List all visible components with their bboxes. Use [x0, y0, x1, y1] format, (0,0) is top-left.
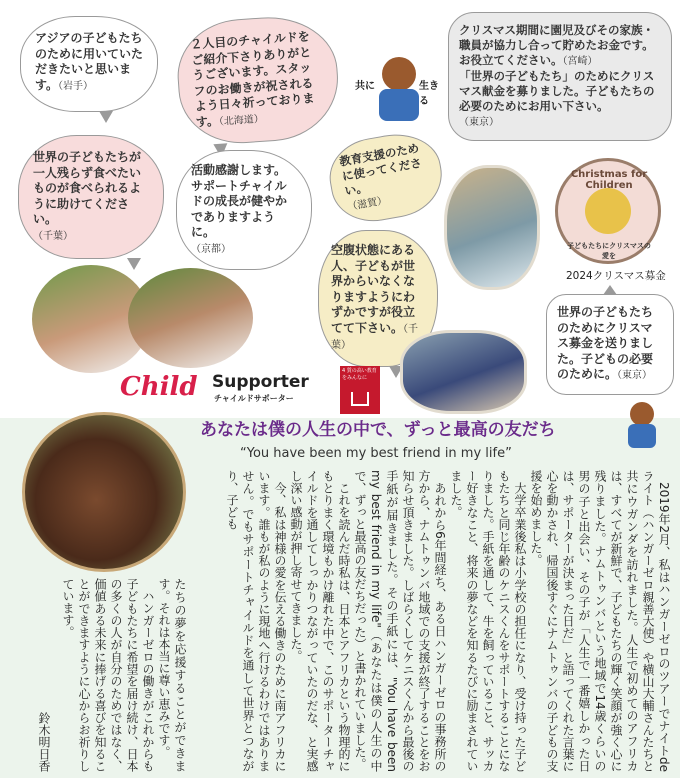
- message-bubble-tokyo: [546, 294, 674, 395]
- photo-children-meal: [400, 330, 527, 414]
- bubble-location: （千葉）: [33, 230, 73, 242]
- article-paragraph: ハンガーゼロの働きがこれからも子どもたちに希望を届け続け、日本の多くの人が自分のためではなく、価値ある未来に捧げる喜びを知ることができますように心からお祈りしています。: [61, 578, 155, 772]
- mascot-illustration: [355, 55, 443, 127]
- photo-girls-right: [128, 268, 253, 368]
- photo-boy-reading: [444, 165, 540, 290]
- bubble-location: （東京）: [617, 370, 653, 381]
- bubble-text: 活動感謝します。サポートチャイルドの成長が健やかでありますように。: [191, 163, 288, 239]
- article-paragraph: これを読んだ時私は、日本とアフリカという物理的にもとりまく環境もかけ離れた中で、このサポーターチャイルドを通してしっかりつながっていたのだな、と実感し深い感動が押し寄せてきました。: [289, 470, 351, 772]
- message-bubble-shiga: [324, 127, 449, 228]
- bubble-location: （千葉）: [331, 323, 419, 351]
- bubble-location: （北海道）: [218, 113, 265, 128]
- sdg-4-icon: [340, 366, 380, 414]
- badge-photo: [585, 188, 631, 234]
- mascot-label-right: 生きる: [419, 81, 439, 107]
- article-body-continued: [20, 578, 188, 772]
- message-bubble-chiba: [18, 135, 164, 259]
- bubble-location: （京都）: [191, 243, 231, 255]
- mascot-label-left: 共に: [355, 81, 375, 92]
- bubble-text: クリスマス期間に園児及びその家族・職員が協力し合って貯めたお金です。お役立てください。: [459, 23, 655, 67]
- bubble-location: （宮崎）: [562, 56, 598, 67]
- bubble-location: （滋賀）: [346, 195, 388, 214]
- logo-child: Child: [120, 372, 198, 402]
- author-signature: 鈴木明日香: [37, 712, 51, 772]
- badge-subtitle: 子どもたちにクリスマスの愛を: [567, 242, 651, 260]
- article-paragraph: 2019年2月、私はハンガーゼロのツアーでナイトde ライト（ハンガーゼロ親善大使）や横山大輔さんたちと共にウガンダを訪れました。人生で初めてのアフリカは、すべてが新鮮で、子どもたちの輝く笑顔が強く心に残りました。ナムトゥンバという地域で14歳くらいの男の子と出会い、その子が「人生で一番嬉しかった日は、サポーターが決まった日だ」と語ってくれた言葉に心を動かされ、帰国後すぐにナムトゥンバの子どもの支援を始めました。: [529, 470, 671, 772]
- photo-children-circle: [22, 412, 186, 572]
- bubble-text: アジアの子どもたちのために用いていただきたいと思います。: [35, 31, 144, 92]
- article-body-main: [192, 470, 672, 772]
- message-bubble-christmas: [448, 12, 672, 141]
- bubble-text: 「世界の子どもたち」のためにクリスマス献金を募りました。子どもたちの必要のためにお用い下さい。: [459, 69, 655, 113]
- christmas-caption: 2024クリスマス募金: [566, 270, 666, 282]
- bubble-text: 教育支援のために使ってください。: [338, 140, 423, 199]
- message-bubble-hokkaido: [174, 13, 342, 148]
- article-subtitle: “You have been my best friend in my life”: [240, 446, 512, 461]
- bubble-location: （東京）: [459, 117, 499, 128]
- mascot-head: [382, 57, 416, 91]
- article-title: あなたは僕の人生の中で、ずっと最高の友だち: [200, 420, 556, 440]
- child-supporter-logo: [120, 372, 330, 412]
- message-bubble-kyoto: [176, 150, 312, 270]
- mascot-body: [379, 89, 419, 121]
- article-paragraph-continued: たちの夢を応援することができます。それは本当に尊い恵みです。: [157, 578, 187, 772]
- book-icon: [351, 392, 369, 406]
- article-paragraph: あれから6年間経ち、ある日ハンガーゼロの事務所の方から、ナムトゥンバ地域での支援が終了することをお知らせ頂きました。しばらくしてケニスくんから最後の手紙が届きました。その手紙には、"You have been my best friend in my life"（あなたは僕の人生の中で、ずっと最高の友だちだった）と書かれていました。: [353, 470, 447, 772]
- bubble-text: ２人目のチャイルドをご紹介下さりありがとうございます。スタッフのお働きが祝されるよう日々祈っております。: [189, 29, 315, 129]
- article-paragraph: 今、私は神様の愛を伝える働きのために南アフリカにいます。誰もが私のように現地へ行けるわけではありません。でもサポートチャイルドを通して世界とつながり、子ども: [225, 470, 287, 772]
- bubble-text: 空腹状態にある人、子どもが世界からいなくなりますようにわずかですが役立てて下さい。: [331, 243, 416, 335]
- message-bubble-iwate: [20, 16, 158, 112]
- bubble-location: （岩手）: [58, 80, 94, 92]
- bubble-text: 世界の子どもたちのためにクリスマス募金を送りました。子どもの必要のために。: [557, 305, 654, 381]
- logo-kana: チャイルドサポーター: [214, 394, 294, 403]
- logo-supporter: Supporter: [212, 372, 309, 392]
- mascot-small: [622, 402, 662, 452]
- article-paragraph: 大学卒業後私は小学校の担任になり、受け持った子どもたちと同じ年齢のケニスくんをサポートすることになりました。手紙を通して、牛を飼っていること、サッカー好きなこと、将来の夢などを知るたびに励まされていました。: [449, 470, 527, 772]
- badge-title: Christmas for Children: [570, 169, 648, 191]
- christmas-for-children-badge: [555, 158, 661, 264]
- bubble-text: 世界の子どもたちが一人残らず食べたいものが食べられるように助けてください。: [33, 150, 142, 226]
- sdg-label: 4 質の高い教育をみんなに: [342, 368, 377, 381]
